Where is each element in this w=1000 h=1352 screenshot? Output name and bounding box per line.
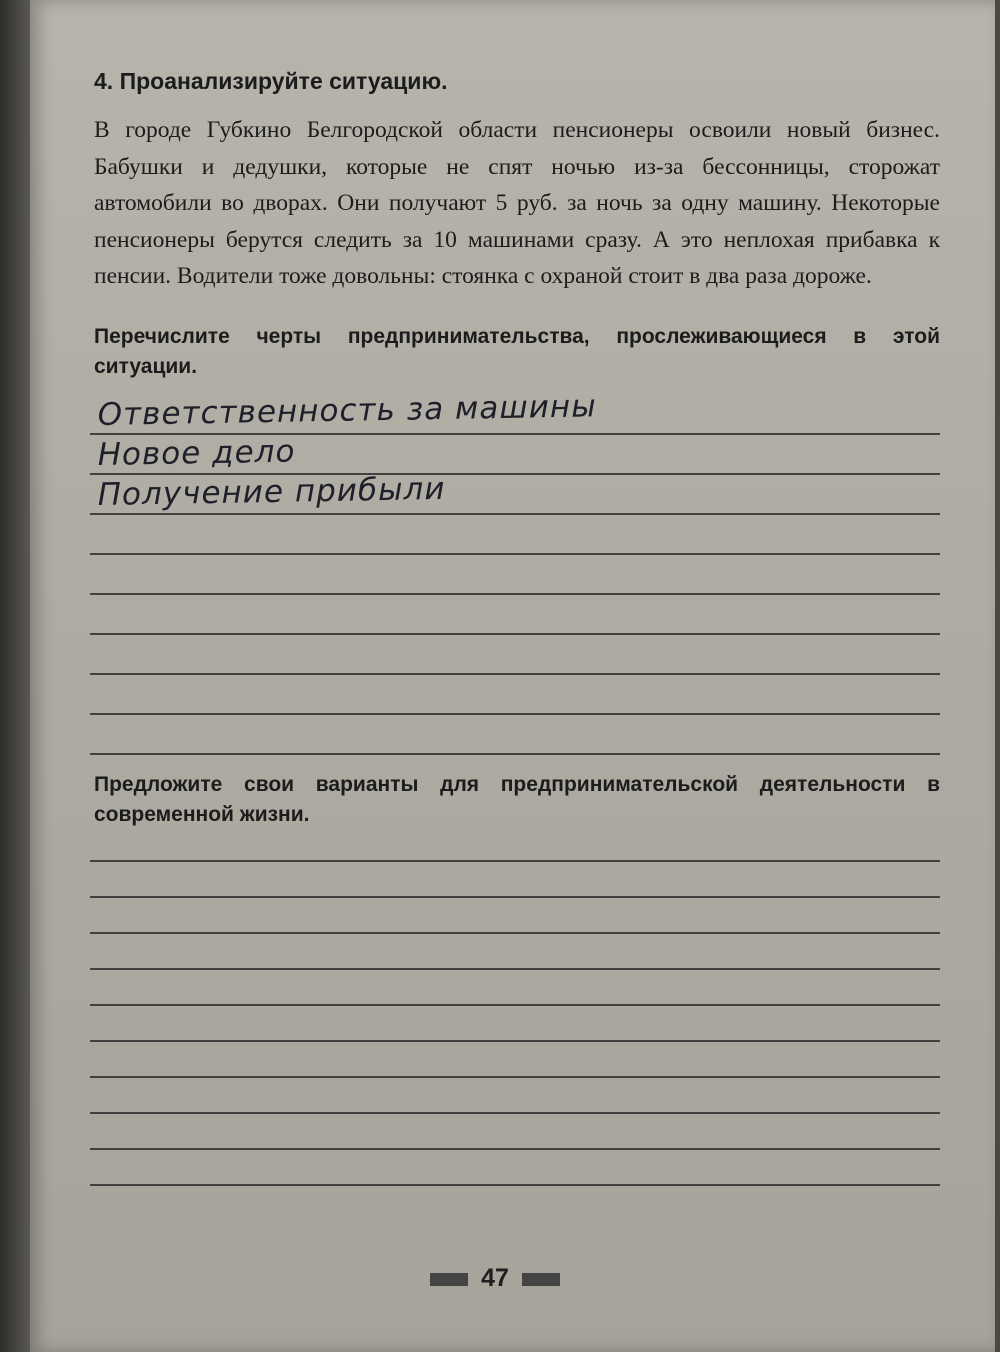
answer-line[interactable] [90, 932, 940, 934]
answer-line[interactable] [90, 593, 940, 595]
answer-line[interactable] [90, 968, 940, 970]
footer-bar-right [522, 1273, 560, 1286]
answer-line[interactable] [90, 1148, 940, 1150]
handwritten-answer: Ответственность за машины [97, 388, 597, 433]
answer-line[interactable] [90, 513, 940, 515]
answer-line[interactable] [90, 896, 940, 898]
question-list-features: Перечислите черты предпринимательства, прослеживающиеся в этой ситуации. [94, 325, 940, 378]
task-title: 4. Проанализируйте ситуацию. [94, 68, 448, 94]
workbook-page [30, 0, 995, 1352]
page-footer [430, 1264, 560, 1294]
page-number: 47 [481, 1264, 509, 1292]
answer-line[interactable] [90, 1076, 940, 1078]
handwritten-answer: Новое дело [97, 433, 296, 473]
answer-line[interactable] [90, 753, 940, 755]
answer-line[interactable] [90, 1184, 940, 1186]
book-gutter [0, 0, 30, 1352]
situation-paragraph: В городе Губкино Белгородской области пенсионеры освоили новый бизнес. Бабушки и дедушки, которые не спят ночью из-за бессонницы, сторожат автомобили во дворах. Они получают 5 руб. за ночь за одну машину. Некоторые пенсионеры берутся следить за 10 машинами сразу. А это неплохая прибавка к пенсии. Водители тоже довольны: стоянка с охраной стоит в два раза дороже. [94, 117, 940, 289]
question-propose-variants: Предложите свои варианты для предпринимательской деятельности в современной жизни. [94, 773, 940, 826]
answer-line[interactable] [90, 553, 940, 555]
answer-line[interactable] [90, 1004, 940, 1006]
answer-line[interactable] [90, 1040, 940, 1042]
answer-line[interactable] [90, 1112, 940, 1114]
answer-line[interactable] [90, 860, 940, 862]
answer-line[interactable] [90, 673, 940, 675]
answer-line[interactable] [90, 713, 940, 715]
handwritten-answer: Получение прибыли [97, 470, 446, 513]
answer-line[interactable] [90, 633, 940, 635]
